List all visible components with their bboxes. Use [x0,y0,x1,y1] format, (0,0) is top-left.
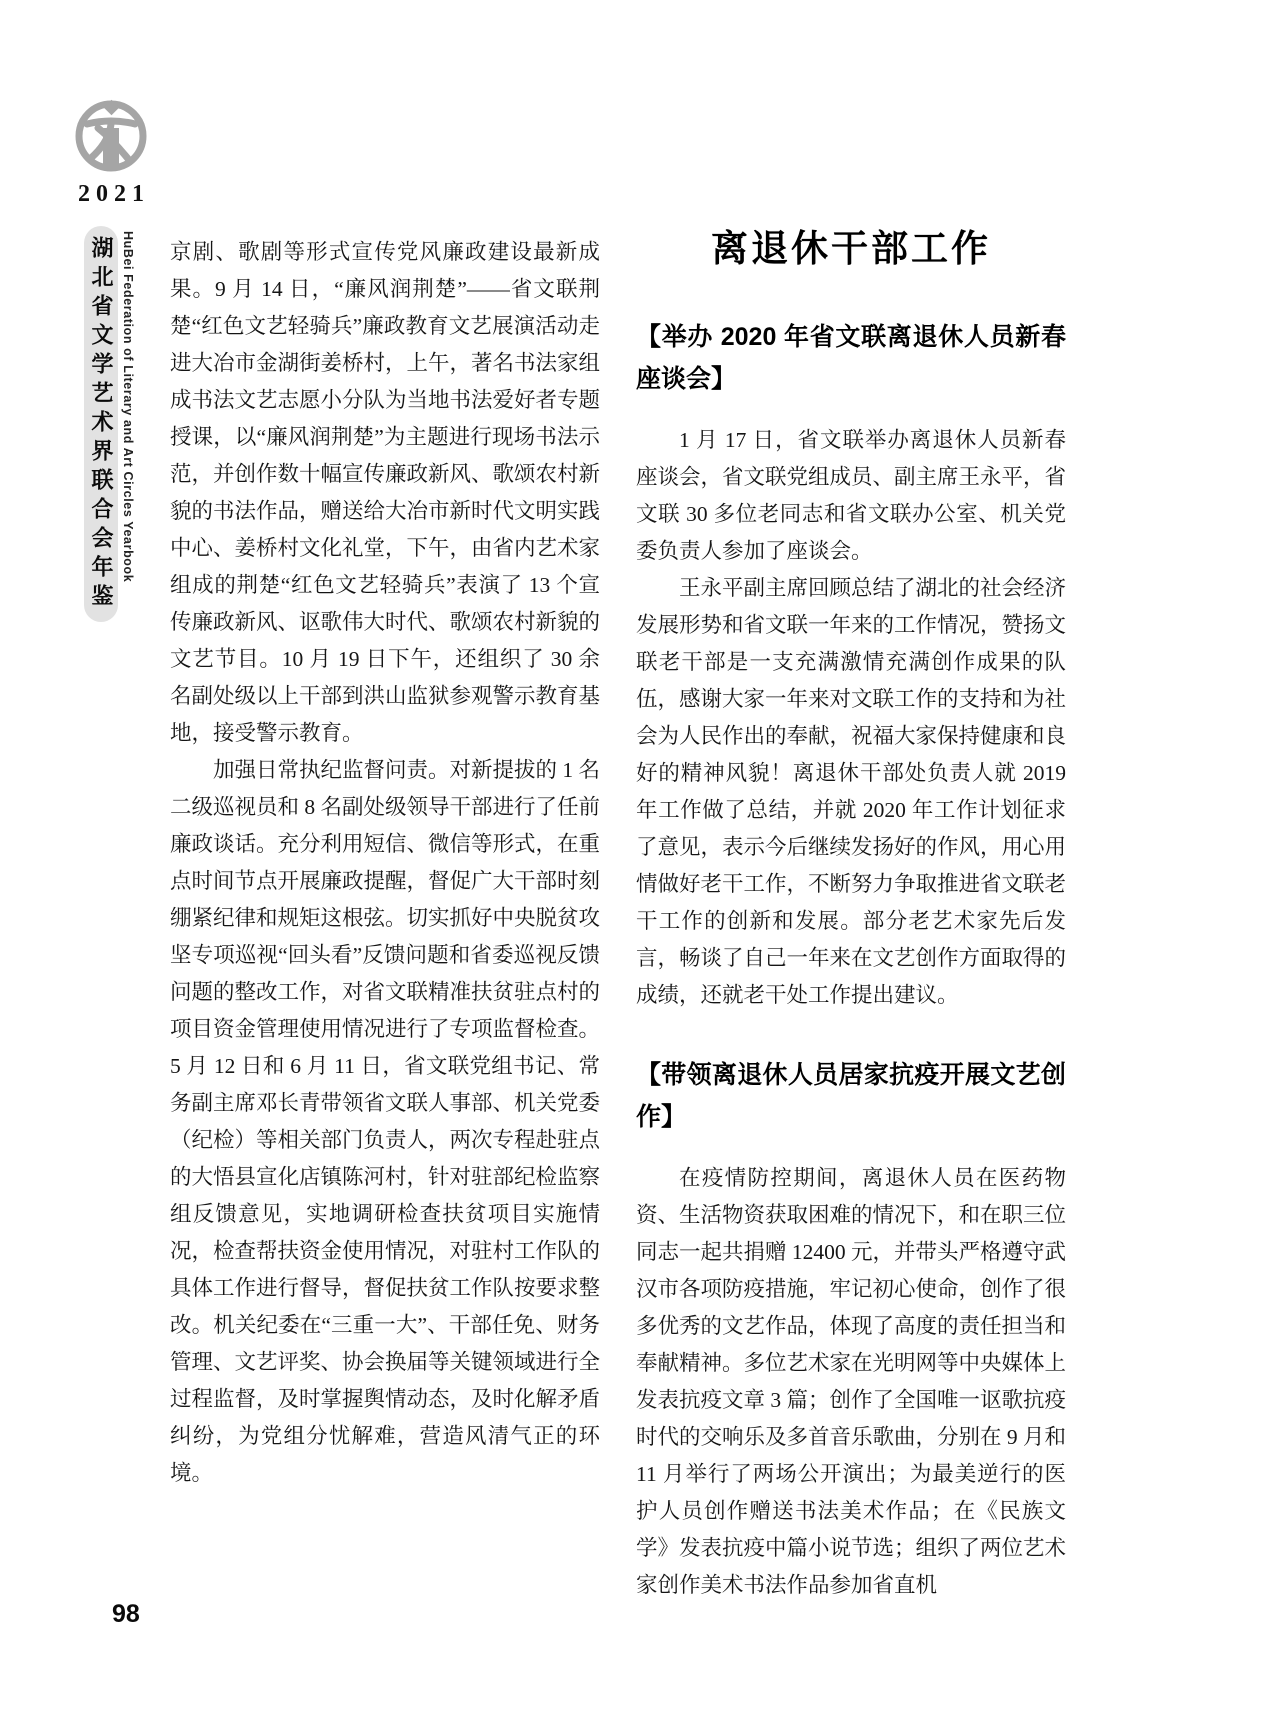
logo-year-label: 2021 [78,181,150,207]
page-number: 98 [112,1600,140,1628]
sidebar-capsule [84,226,118,622]
logo-block [68,94,154,208]
paragraph: 京剧、歌剧等形式宣传党风廉政建设最新成果。9 月 14 日，“廉风润荆楚”——省文联荆楚“红色文艺轻骑兵”廉政教育文艺展演活动走进大冶市金湖街姜桥村，上午，著名书法家组成书法文艺志愿小分队为当地书法爱好者专题授课，以“廉风润荆楚”为主题进行现场书法示范，并创作数十幅宣传廉政新风、歌颂农村新貌的书法作品，赠送给大冶市新时代文明实践中心、姜桥村文化礼堂，下午，由省内艺术家组成的荆楚“红色文艺轻骑兵”表演了 13 个宣传廉政新风、讴歌伟大时代、歌颂农村新貌的文艺节目。10 月 19 日下午，还组织了 30 余名副处级以上干部到洪山监狱参观警示教育基地，接受警示教育。 [170,240,601,745]
sidebar-title-chinese: 湖北省文学艺术界联合会年鉴 [89,235,114,613]
paragraph: 在疫情防控期间，离退休人员在医药物资、生活物资获取困难的情况下，和在职三位同志一起共捐赠 12400 元，并带头严格遵守武汉市各项防疫措施，牢记初心使命，创作了很多优秀的文艺作品，体现了高度的责任担当和奉献精神。多位艺术家在光明网等中央媒体上发表抗疫文章 3 篇；创作了全国唯一讴歌抗疫时代的交响乐及多首音乐歌曲，分别在 9 月和 11 月举行了两场公开演出；为最美逆行的医护人员创作赠送书法美术作品；在《民族文学》发表抗疫中篇小说节选；组织了两位艺术家创作美术书法作品参加省直机 [636,1166,1067,1597]
article-heading: 【举办 2020 年省文联离退休人员新春座谈会】 [636,323,1066,393]
left-text-column [170,234,600,1492]
paragraph: 1 月 17 日，省文联举办离退休人员新春座谈会，省文联党组成员、副主席王永平，省文联 30 多位老同志和省文联办公室、机关党委负责人参加了座谈会。 [636,428,1067,563]
article-anti-epidemic-creation [636,1054,1066,1604]
article-spring-symposium [636,316,1066,1014]
cflac-emblem-icon [71,94,151,174]
article-heading: 【带领离退休人员居家抗疫开展文艺创作】 [636,1061,1066,1131]
section-title: 离退休干部工作 [711,228,991,269]
sidebar-title-english: HuBei Federation of Literary and Art Circles Yearbook [121,231,135,583]
paragraph: 加强日常执纪监督问责。对新提拔的 1 名二级巡视员和 8 名副处级领导干部进行了任前廉政谈话。充分利用短信、微信等形式，在重点时间节点开展廉政提醒，督促广大干部时刻绷紧纪律和规矩这根弦。切实抓好中央脱贫攻坚专项巡视“回头看”反馈问题和省委巡视反馈问题的整改工作，对省文联精准扶贫驻点村的项目资金管理使用情况进行了专项监督检查。5 月 12 日和 6 月 11 日，省文联党组书记、常务副主席邓长青带领省文联人事部、机关党委（纪检）等相关部门负责人，两次专程赴驻点的大悟县宣化店镇陈河村，针对驻部纪检监察组反馈意见，实地调研检查扶贫项目实施情况，检查帮扶资金使用情况，对驻村工作队的具体工作进行督导，督促扶贫工作队按要求整改。机关纪委在“三重一大”、干部任免、财务管理、文艺评奖、协会换届等关键领域进行全过程监督，及时掌握舆情动态，及时化解矛盾纠纷，为党组分忧解难，营造风清气正的环境。 [170,758,601,1485]
right-text-column [636,226,1066,1604]
paragraph: 王永平副主席回顾总结了湖北的社会经济发展形势和省文联一年来的工作情况，赞扬文联老干部是一支充满激情充满创作成果的队伍，感谢大家一年来对文联工作的支持和为社会为人民作出的奉献，祝福大家保持健康和良好的精神风貌！离退休干部处负责人就 2019 年工作做了总结，并就 2020 年工作计划征求了意见，表示今后继续发扬好的作风，用心用情做好老干工作，不断努力争取推进省文联老干工作的创新和发展。部分老艺术家先后发言，畅谈了自己一年来在文艺创作方面取得的成绩，还就老干处工作提出建议。 [636,576,1067,1007]
